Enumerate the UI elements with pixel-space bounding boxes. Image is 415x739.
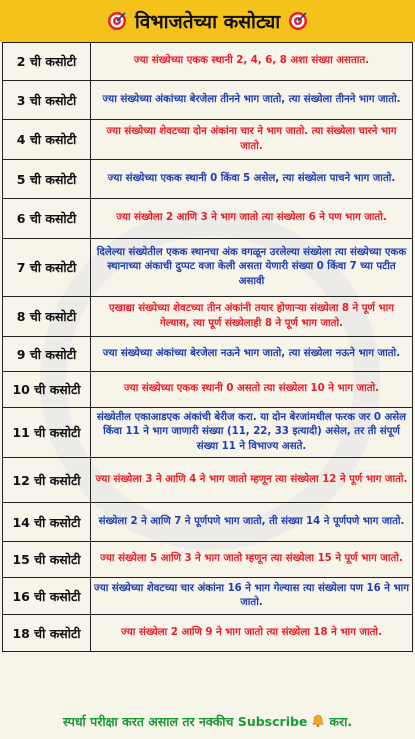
rule-label: 11 ची कसोटी bbox=[3, 408, 91, 458]
table-row bbox=[3, 503, 413, 542]
table-row bbox=[3, 372, 413, 408]
rule-description: ज्या संख्येला 2 आणि 9 ने भाग जातो त्या संख्येला 18 ने भाग जातो. bbox=[91, 615, 413, 652]
rule-label: 6 ची कसोटी bbox=[3, 199, 91, 239]
rule-description: ज्या संख्येच्या शेवटच्या दोन अंकांना चार ने भाग जातो. त्या संख्येला चारने भाग जातो. bbox=[91, 120, 413, 160]
rule-description: ज्या संख्येला 2 आणि 3 ने भाग जातो त्या संख्येला 6 ने पण भाग जातो. bbox=[91, 199, 413, 239]
table-row bbox=[3, 337, 413, 372]
table-row bbox=[3, 239, 413, 297]
rule-description: ज्या संख्येच्या अंकांच्या बेरजेला नऊने भाग जातो, त्या संख्येला नऊने भाग जातो. bbox=[91, 337, 413, 372]
rule-label: 15 ची कसोटी bbox=[3, 542, 91, 578]
table-row bbox=[3, 199, 413, 239]
target-icon bbox=[288, 11, 308, 31]
table-row bbox=[3, 458, 413, 503]
rule-description: दिलेल्या संख्येतील एकक स्थानचा अंक वगळून उरलेल्या संख्येला त्या संख्येच्या एकक स्थानाच्या अंकाची दुप्पट वजा केली असता येणारी संख्या 0 किंवा 7 च्या पटीत असावी bbox=[91, 239, 413, 297]
target-icon bbox=[107, 11, 127, 31]
table-row bbox=[3, 120, 413, 160]
table-row bbox=[3, 297, 413, 337]
rule-label: 12 ची कसोटी bbox=[3, 458, 91, 503]
rule-label: 4 ची कसोटी bbox=[3, 120, 91, 160]
subscribe-footer bbox=[0, 703, 415, 739]
rule-description: ज्या संख्येच्या एकक स्थानी 0 असतो त्या संख्येला 10 ने भाग जातो. bbox=[91, 372, 413, 408]
table-row bbox=[3, 160, 413, 199]
rule-description: ज्या संख्येच्या एकक स्थानी 2, 4, 6, 8 अशा संख्या असतात. bbox=[91, 43, 413, 81]
footer-text-before: स्पर्धा परीक्षा करत असाल तर नक्कीच Subscribe bbox=[62, 713, 308, 729]
rule-label: 3 ची कसोटी bbox=[3, 81, 91, 120]
table-row bbox=[3, 542, 413, 578]
rule-description: ज्या संख्येला 3 ने आणि 4 ने भाग जातो म्हणून त्या संख्येला 12 ने पूर्ण भाग जातो. bbox=[91, 458, 413, 503]
rule-description: एखाद्या संख्येच्या शेवटच्या तीन अंकांनी तयार होणाऱ्या संख्येला 8 ने पूर्ण भाग गेल्यास, त्या पूर्ण संख्येलाही 8 ने पूर्ण भाग जातो. bbox=[91, 297, 413, 337]
rule-label: 10 ची कसोटी bbox=[3, 372, 91, 408]
divisibility-rules-table bbox=[2, 42, 413, 652]
table-row bbox=[3, 408, 413, 458]
page-header bbox=[0, 0, 415, 42]
rule-label: 5 ची कसोटी bbox=[3, 160, 91, 199]
rule-label: 9 ची कसोटी bbox=[3, 337, 91, 372]
rule-label: 14 ची कसोटी bbox=[3, 503, 91, 542]
table-row bbox=[3, 81, 413, 120]
rule-description: ज्या संख्येच्या एकक स्थानी 0 किंवा 5 असेल, त्या संख्येला पाचने भाग जातो. bbox=[91, 160, 413, 199]
rule-description: संख्येतील एकाआडएक अंकांची बेरीज करा. या दोन बेरजांमधील फरक जर 0 असेल किंवा 11 ने भाग जाणारी संख्या (11, 22, 33 इत्यादी) असेल, तर ती संपूर्ण संख्या 11 ने विभाज्य असते. bbox=[91, 408, 413, 458]
rule-label: 7 ची कसोटी bbox=[3, 239, 91, 297]
page-title: विभाजतेच्या कसोट्या bbox=[134, 11, 281, 33]
rule-description: ज्या संख्येच्या शेवटच्या चार अंकांना 16 ने भाग गेल्यास त्या संख्येला पण 16 ने भाग जातो. bbox=[91, 578, 413, 615]
footer-text-after: करा. bbox=[329, 713, 353, 729]
table-row bbox=[3, 43, 413, 81]
rule-label: 18 ची कसोटी bbox=[3, 615, 91, 652]
table-row bbox=[3, 578, 413, 615]
table-row bbox=[3, 615, 413, 652]
rule-description: ज्या संख्येला 5 आणि 3 ने भाग जातो म्हणून त्या संख्येला 15 ने पूर्ण भाग जातो. bbox=[91, 542, 413, 578]
rule-description: संख्येला 2 ने आणि 7 ने पूर्णपणे भाग जातो, ती संख्या 14 ने पूर्णपणे भाग जातो. bbox=[91, 503, 413, 542]
rule-description: ज्या संख्येच्या अंकांच्या बेरजेला तीनने भाग जातो, त्या संख्येला तीनने भाग जातो. bbox=[91, 81, 413, 120]
rule-label: 2 ची कसोटी bbox=[3, 43, 91, 81]
rule-label: 16 ची कसोटी bbox=[3, 578, 91, 615]
bell-icon bbox=[311, 714, 325, 728]
rule-label: 8 ची कसोटी bbox=[3, 297, 91, 337]
